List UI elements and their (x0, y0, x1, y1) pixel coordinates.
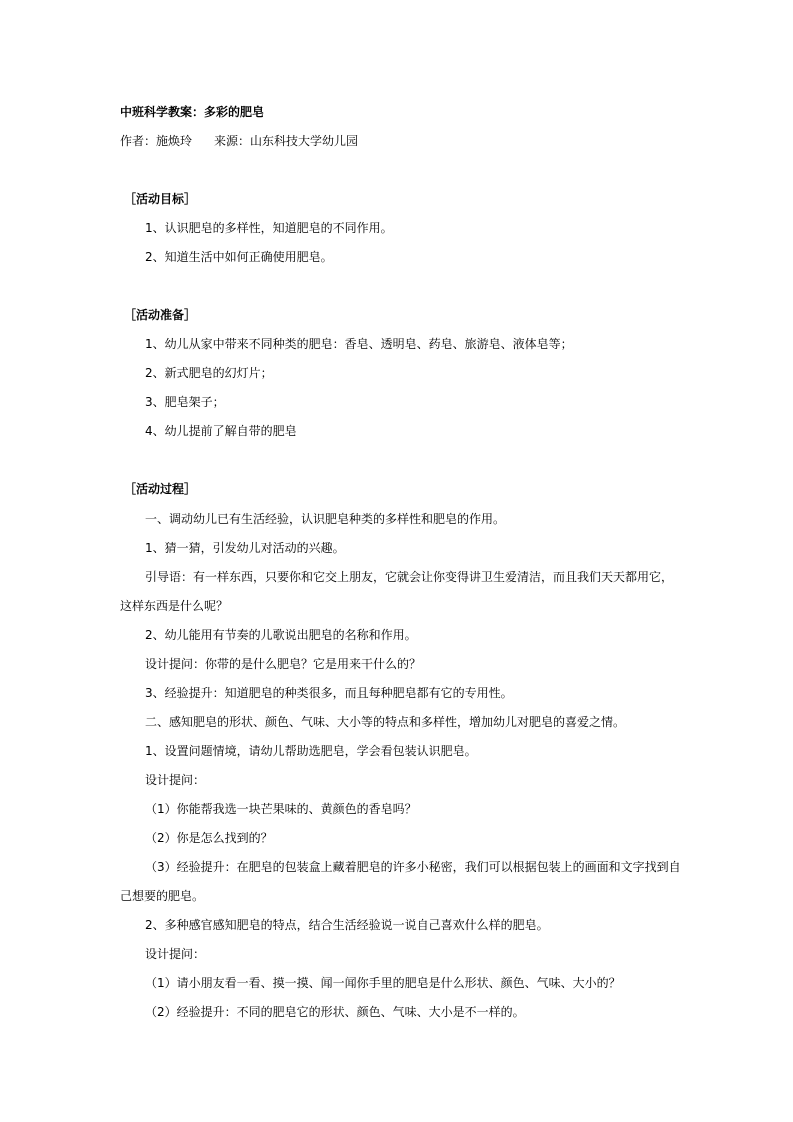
process-line: （3）经验提升：在肥皂的包装盒上藏着肥皂的许多小秘密，我们可以根据包装上的画面和文字找到自 (145, 860, 681, 874)
process-line: 1、猜一猜，引发幼儿对活动的兴趣。 (145, 541, 345, 555)
process-line: 引导语：有一样东西，只要你和它交上朋友，它就会让你变得讲卫生爱清洁，而且我们天天都用它， (145, 570, 674, 584)
section-heading-prep: ［活动准备］ (124, 308, 197, 322)
byline (120, 133, 358, 149)
goals-item: 2、知道生活中如何正确使用肥皂。 (145, 250, 333, 264)
goals-item: 1、认识肥皂的多样性，知道肥皂的不同作用。 (145, 221, 393, 235)
section-heading-process: ［活动过程］ (124, 482, 197, 496)
process-line: 1、设置问题情境，请幼儿帮助选肥皂，学会看包装认识肥皂。 (145, 744, 477, 758)
process-line: （2）你是怎么找到的？ (145, 831, 273, 845)
process-line: （1）请小朋友看一看、摸一摸、闻一闻你手里的肥皂是什么形状、颜色、气味、大小的？ (145, 976, 621, 990)
process-line: （2）经验提升：不同的肥皂它的形状、颜色、气味、大小是不一样的。 (145, 1005, 525, 1019)
process-line: 2、多种感官感知肥皂的特点，结合生活经验说一说自己喜欢什么样的肥皂。 (145, 918, 549, 932)
process-line: 3、经验提升：知道肥皂的种类很多，而且每种肥皂都有它的专用性。 (145, 686, 513, 700)
process-line: 设计提问：你带的是什么肥皂？它是用来干什么的？ (145, 657, 422, 671)
prep-item: 3、肥皂架子； (145, 395, 225, 409)
prep-item: 2、新式肥皂的幻灯片； (145, 366, 273, 380)
prep-item: 4、幼儿提前了解自带的肥皂 (145, 424, 297, 438)
process-line: 一、调动幼儿已有生活经验，认识肥皂种类的多样性和肥皂的作用。 (145, 512, 506, 526)
process-line: 2、幼儿能用有节奏的儿歌说出肥皂的名称和作用。 (145, 628, 417, 642)
process-line: 设计提问： (145, 947, 206, 961)
document-title: 中班科学教案：多彩的肥皂 (120, 105, 265, 119)
process-line: 二、感知肥皂的形状、颜色、气味、大小等的特点和多样性，增加幼儿对肥皂的喜爱之情。 (145, 715, 626, 729)
source-label: 来源：山东科技大学幼儿园 (214, 134, 359, 148)
process-line: 这样东西是什么呢？ (120, 599, 229, 613)
process-line: 己想要的肥皂。 (120, 889, 205, 903)
prep-item: 1、幼儿从家中带来不同种类的肥皂：香皂、透明皂、药皂、旅游皂、液体皂等； (145, 337, 573, 351)
process-line: 设计提问： (145, 773, 206, 787)
process-line: （1）你能帮我选一块芒果味的、黄颜色的香皂吗？ (145, 802, 417, 816)
author-label: 作者：施焕玲 (120, 134, 193, 148)
section-heading-goals: ［活动目标］ (124, 192, 197, 206)
